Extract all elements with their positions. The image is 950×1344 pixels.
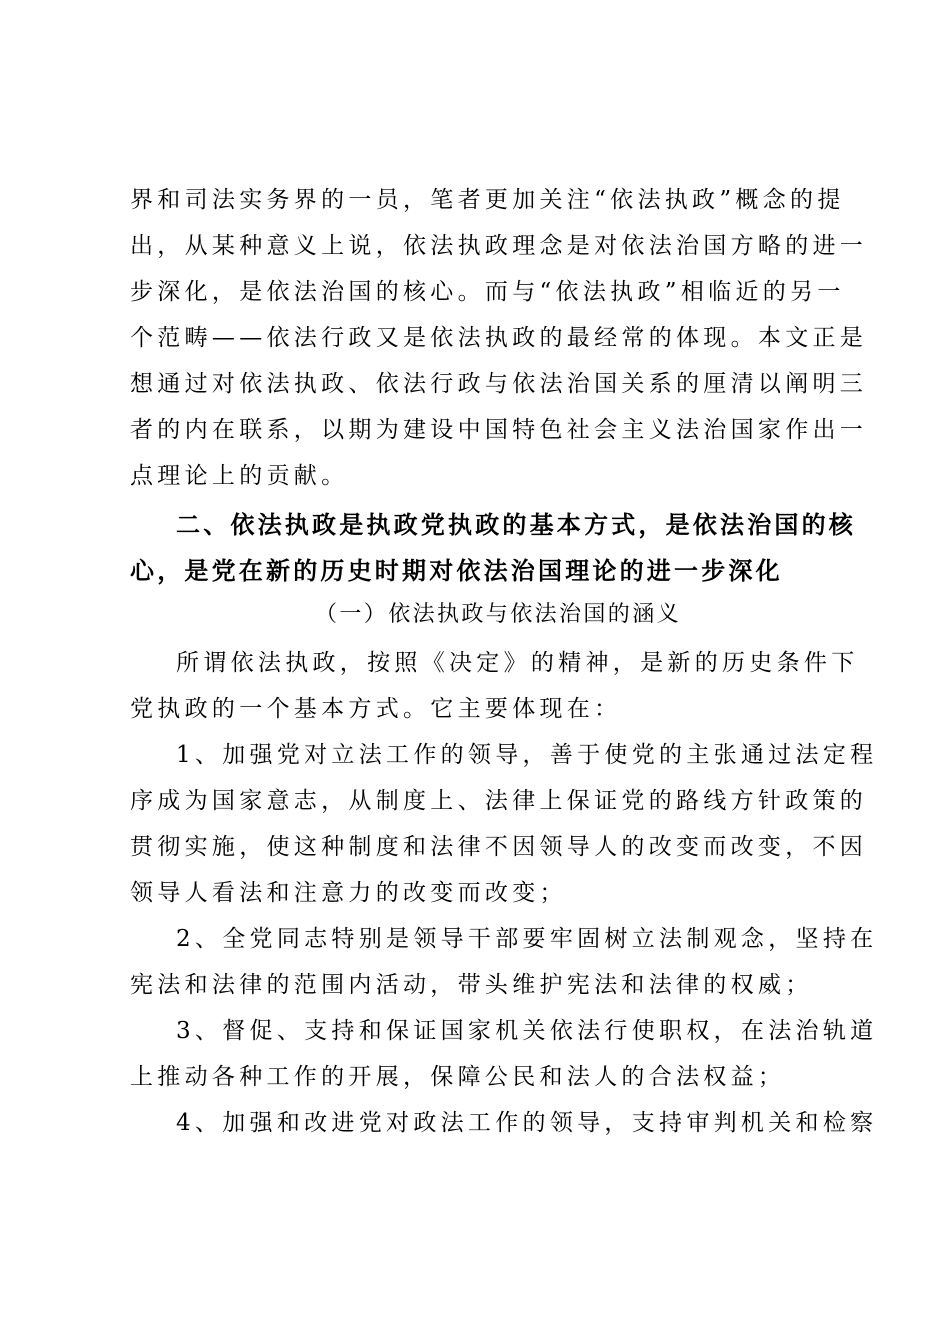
body-line: 2、全党同志特别是领导干部要牢固树立法制观念，坚持在 <box>176 926 878 952</box>
section-heading: 心，是党在新的历史时期对依法治国理论的进一步深化 <box>130 557 783 585</box>
body-line: 1、加强党对立法工作的领导，善于使党的主张通过法定程 <box>176 742 878 768</box>
body-line: 领导人看法和注意力的改变而改变； <box>130 880 567 906</box>
section-heading: 二、依法执政是执政党执政的基本方式，是依法治国的核 <box>176 511 856 539</box>
intro-line: 点理论上的贡献。 <box>130 463 349 489</box>
body-line: 序成为国家意志，从制度上、法律上保证党的路线方针政策的 <box>130 788 868 814</box>
body-line: 4、加强和改进党对政法工作的领导，支持审判机关和检察 <box>176 1110 878 1136</box>
body-line: 所谓依法执政，按照《决定》的精神，是新的历史条件下 <box>176 650 859 676</box>
body-line: 3、督促、支持和保证国家机关依法行使职权，在法治轨道 <box>176 1018 878 1044</box>
intro-line: 个范畴——依法行政又是依法执政的最经常的体现。本文正是 <box>130 325 868 351</box>
body-line: 贯彻实施，使这种制度和法律不因领导人的改变而改变，不因 <box>130 834 868 860</box>
intro-line: 步深化，是依法治国的核心。而与“依法执政”相临近的另一 <box>130 279 845 305</box>
body-line: 党执政的一个基本方式。它主要体现在： <box>130 696 622 722</box>
body-line: 宪法和法律的范围内活动，带头维护宪法和法律的权威； <box>130 972 813 998</box>
intro-line: 出，从某种意义上说，依法执政理念是对依法治国方略的进一 <box>130 233 868 259</box>
body-line: 上推动各种工作的开展，保障公民和法人的合法权益； <box>130 1064 786 1090</box>
subsection-heading: （一）依法执政与依法治国的涵义 <box>315 602 682 627</box>
intro-line: 者的内在联系，以期为建设中国特色社会主义法治国家作出一 <box>130 417 868 443</box>
intro-line: 界和司法实务界的一员，笔者更加关注“依法执政”概念的提 <box>130 187 845 213</box>
intro-line: 想通过对依法执政、依法行政与依法治国关系的厘清以阐明三 <box>130 371 868 397</box>
